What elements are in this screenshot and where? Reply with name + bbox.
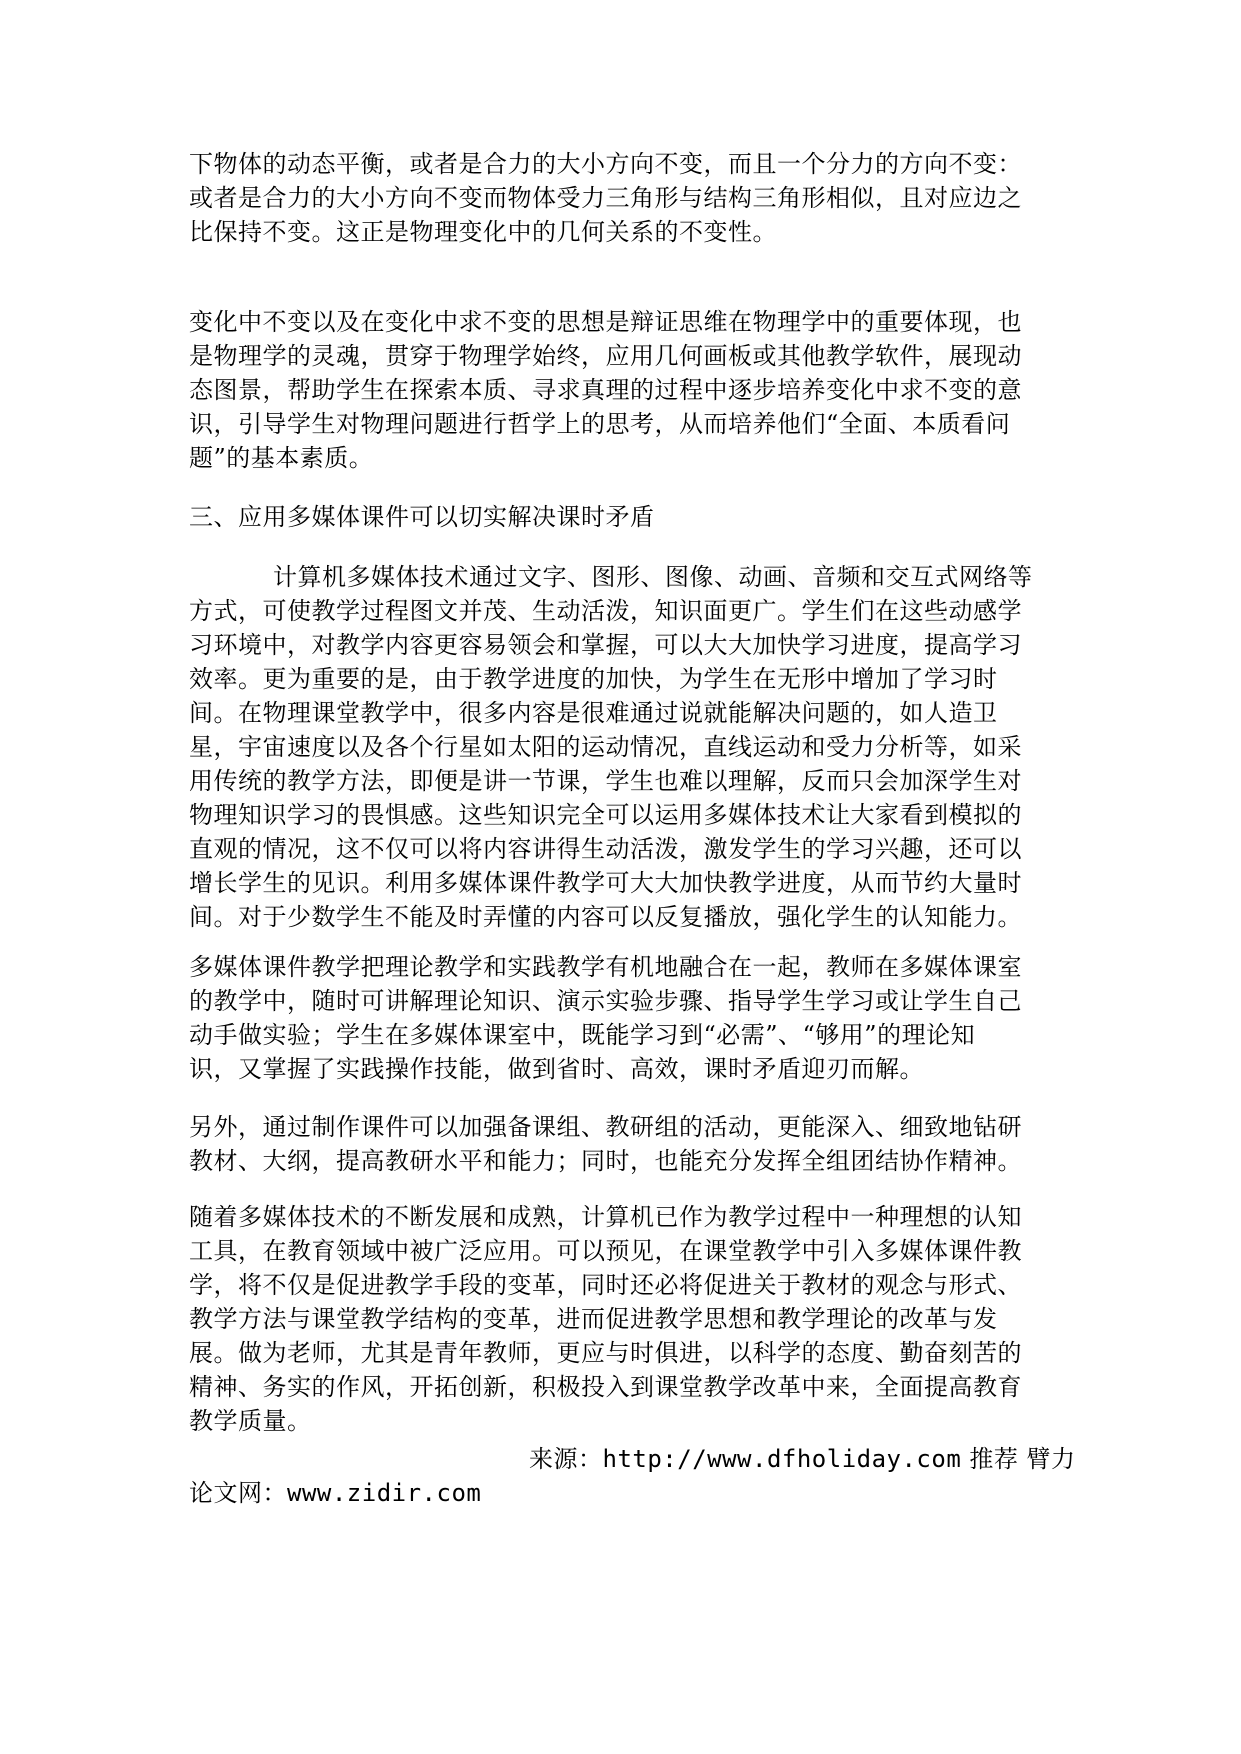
text-line: 识，引导学生对物理问题进行哲学上的思考，从而培养他们“全面、本质看问 xyxy=(189,410,1011,438)
text-line: 方式，可使教学过程图文并茂、生动活泼，知识面更广。学生们在这些动感学 xyxy=(189,597,1022,625)
text-line: 星，宇宙速度以及各个行星如太阳的运动情况，直线运动和受力分析等，如采 xyxy=(189,733,1022,761)
text-line: 态图景，帮助学生在探索本质、寻求真理的过程中逐步培养变化中求不变的意 xyxy=(189,376,1022,404)
text-line: 教学方法与课堂教学结构的变革，进而促进教学思想和教学理论的改革与发 xyxy=(189,1305,998,1333)
text-line: 多媒体课件教学把理论教学和实践教学有机地融合在一起，教师在多媒体课室 xyxy=(189,953,1022,981)
paragraph-classroom xyxy=(189,950,1059,1086)
text-line: 习环境中，对教学内容更容易领会和掌握，可以大大加快学习进度，提高学习 xyxy=(189,631,1022,659)
text-line: 变化中不变以及在变化中求不变的思想是辩证思维在物理学中的重要体现，也 xyxy=(189,308,1022,336)
text-line: 间。对于少数学生不能及时弄懂的内容可以反复播放，强化学生的认知能力。 xyxy=(189,903,1022,931)
text-line: 效率。更为重要的是，由于教学进度的加快，为学生在无形中增加了学习时 xyxy=(189,665,998,693)
source-label-2: 论文网： xyxy=(189,1479,287,1507)
text-line: 学，将不仅是促进教学手段的变革，同时还必将促进关于教材的观念与形式、 xyxy=(189,1271,1022,1299)
text-line: 用传统的教学方法，即便是讲一节课，学生也难以理解，反而只会加深学生对 xyxy=(189,767,1022,795)
paragraph-conclusion xyxy=(189,1200,1059,1438)
text-line: 计算机多媒体技术通过文字、图形、图像、动画、音频和交互式网络等 xyxy=(273,563,1033,591)
text-line: 物理知识学习的畏惧感。这些知识完全可以运用多媒体技术让大家看到模拟的 xyxy=(189,801,1022,829)
text-line: 比保持不变。这正是物理变化中的几何关系的不变性。 xyxy=(189,218,777,246)
text-line: 或者是合力的大小方向不变而物体受力三角形与结构三角形相似，且对应边之 xyxy=(189,184,1022,212)
source-url-link-2[interactable]: www.zidir.com xyxy=(287,1479,482,1507)
text-line: 题”的基本素质。 xyxy=(189,444,374,472)
source-label: 来源： xyxy=(529,1445,603,1473)
text-line: 的教学中，随时可讲解理论知识、演示实验步骤、指导学生学习或让学生自己 xyxy=(189,987,1022,1015)
paragraph-multimedia xyxy=(189,560,1059,934)
text-line: 间。在物理课堂教学中，很多内容是很难通过说就能解决问题的，如人造卫 xyxy=(189,699,998,727)
heading-text: 三、应用多媒体课件可以切实解决课时矛盾 xyxy=(189,503,655,531)
text-line: 教材、大纲，提高教研水平和能力；同时，也能充分发挥全组团结协作精神。 xyxy=(189,1147,1022,1175)
source-line xyxy=(189,1442,1076,1510)
text-line: 动手做实验；学生在多媒体课室中，既能学习到“必需”、“够用”的理论知 xyxy=(189,1021,976,1049)
text-line: 增长学生的见识。利用多媒体课件教学可大大加快教学进度，从而节约大量时 xyxy=(189,869,1022,897)
text-line: 另外，通过制作课件可以加强备课组、教研组的活动，更能深入、细致地钻研 xyxy=(189,1113,1022,1141)
text-line: 教学质量。 xyxy=(189,1407,312,1435)
paragraph-continuation xyxy=(189,147,1059,249)
text-line: 识，又掌握了实践操作技能，做到省时、高效，课时矛盾迎刃而解。 xyxy=(189,1055,924,1083)
text-line: 工具，在教育领域中被广泛应用。可以预见，在课堂教学中引入多媒体课件教 xyxy=(189,1237,1022,1265)
source-url-link[interactable]: http://www.dfholiday.com xyxy=(602,1445,962,1473)
source-recommend-text: 推荐 臂力 xyxy=(961,1445,1076,1473)
section-heading xyxy=(189,500,1059,534)
text-line: 是物理学的灵魂，贯穿于物理学始终，应用几何画板或其他教学软件，展现动 xyxy=(189,342,1022,370)
text-line: 直观的情况，这不仅可以将内容讲得生动活泼，激发学生的学习兴趣，还可以 xyxy=(189,835,1022,863)
source-line-2 xyxy=(189,1476,1059,1510)
paragraph-teaching-group xyxy=(189,1110,1059,1178)
text-line: 随着多媒体技术的不断发展和成熟，计算机已作为教学过程中一种理想的认知 xyxy=(189,1203,1022,1231)
paragraph-invariance xyxy=(189,305,1059,475)
text-line: 精神、务实的作风，开拓创新，积极投入到课堂教学改革中来，全面提高教育 xyxy=(189,1373,1022,1401)
source-line-1 xyxy=(189,1442,1076,1476)
text-line: 下物体的动态平衡，或者是合力的大小方向不变，而且一个分力的方向不变： xyxy=(189,150,1022,178)
text-line: 展。做为老师，尤其是青年教师，更应与时俱进，以科学的态度、勤奋刻苦的 xyxy=(189,1339,1022,1367)
